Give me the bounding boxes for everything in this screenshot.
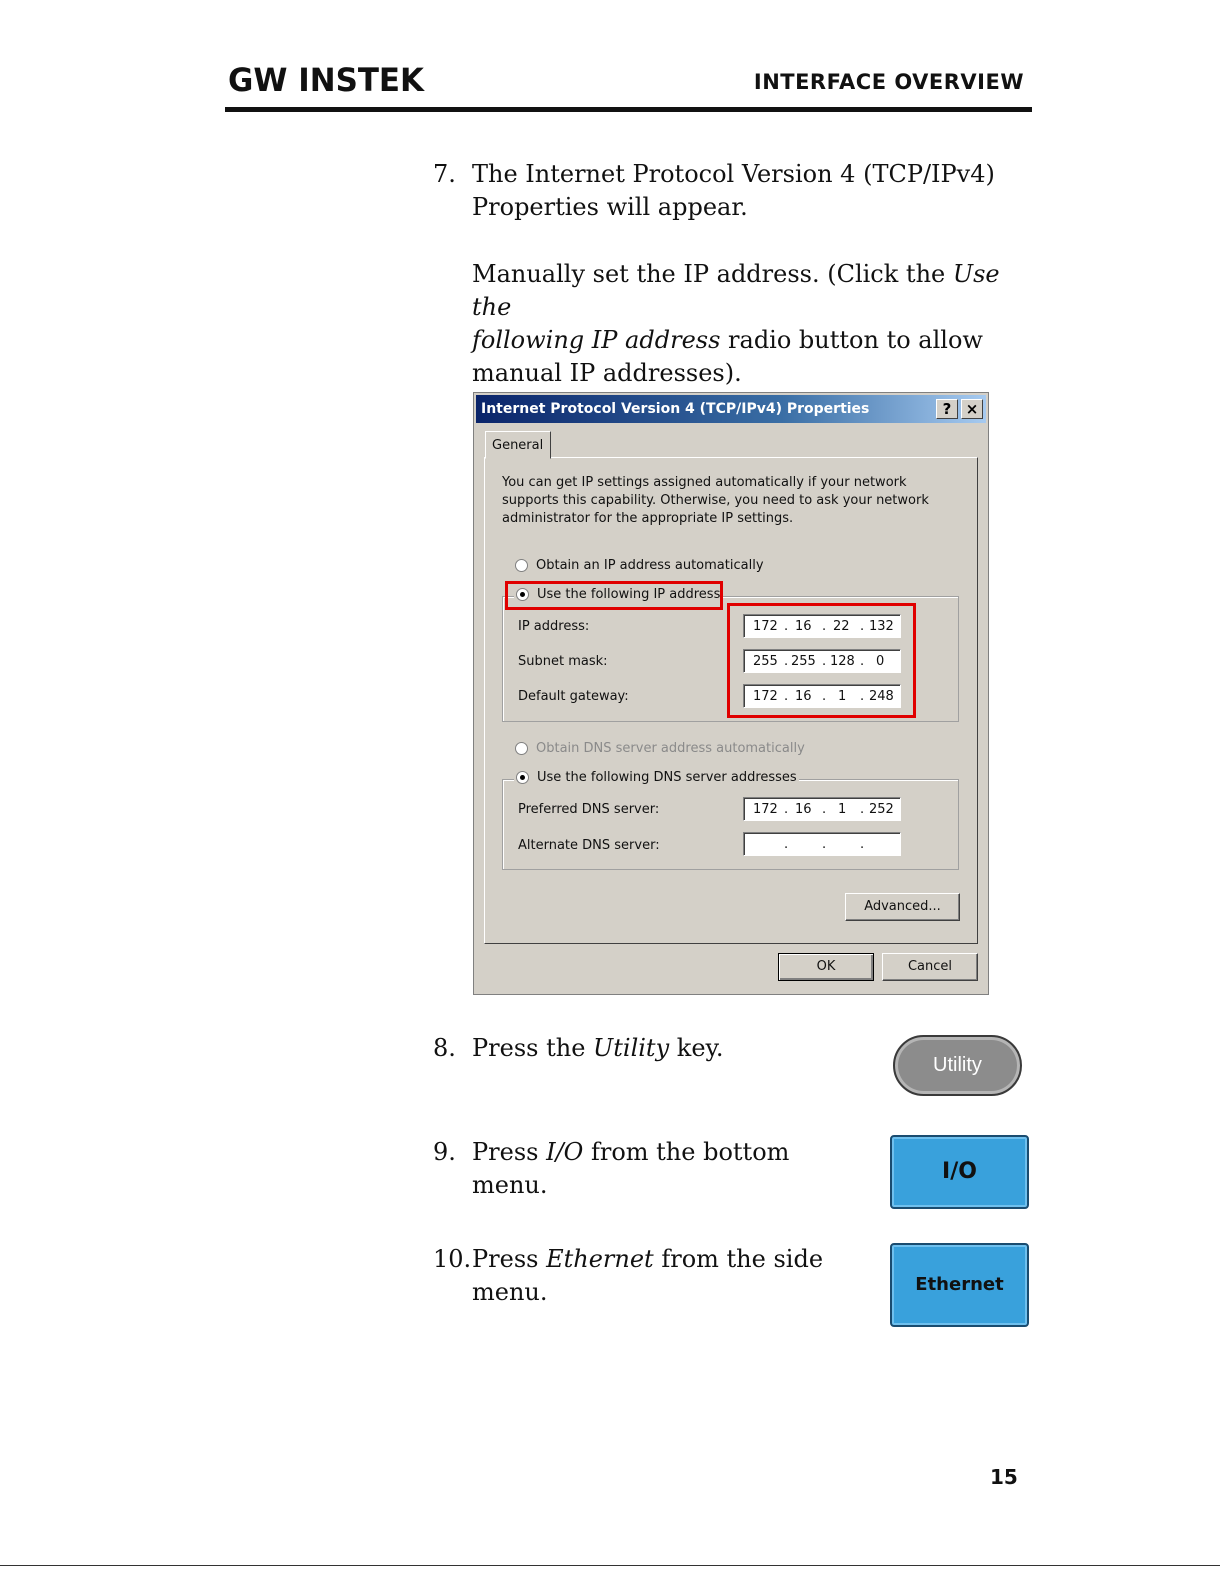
default-gateway-input[interactable]: 172 . 16 . 1 . 248 bbox=[743, 684, 901, 708]
tab-general[interactable]: General bbox=[485, 431, 551, 459]
radio-use-following-dns[interactable]: Use the following DNS server addresses bbox=[514, 770, 799, 785]
step-9-number: 9. bbox=[433, 1138, 456, 1166]
page-number: 15 bbox=[990, 1465, 1018, 1489]
logo-text: GW INSTEK bbox=[228, 62, 426, 96]
preferred-dns-input[interactable]: 172 . 16 . 1 . 252 bbox=[743, 797, 901, 821]
dns-groupbox bbox=[502, 779, 959, 870]
cancel-button[interactable]: Cancel bbox=[882, 953, 978, 981]
radio-use-following-ip[interactable]: Use the following IP address bbox=[514, 587, 722, 602]
ip-address-label: IP address: bbox=[518, 619, 590, 634]
dialog-title: Internet Protocol Version 4 (TCP/IPv4) Properties bbox=[481, 401, 870, 417]
help-button[interactable]: ? bbox=[936, 399, 958, 419]
utility-key[interactable]: Utility bbox=[893, 1035, 1022, 1096]
radio-off-icon bbox=[515, 742, 528, 755]
step-8-number: 8. bbox=[433, 1034, 456, 1062]
step-8-text: Press the Utility key. bbox=[472, 1034, 724, 1062]
gw-instek-logo bbox=[228, 62, 428, 96]
step-7-note: Manually set the IP address. (Click the Use the following IP address radio button to allow manual IP addresses). bbox=[472, 260, 1000, 387]
advanced-button[interactable]: Advanced... bbox=[845, 893, 960, 921]
subnet-mask-label: Subnet mask: bbox=[518, 654, 608, 669]
radio-off-icon bbox=[515, 559, 528, 572]
radio-obtain-ip-auto[interactable]: Obtain an IP address automatically bbox=[515, 558, 764, 573]
alternate-dns-label: Alternate DNS server: bbox=[518, 838, 660, 853]
io-softkey[interactable]: I/O bbox=[890, 1135, 1029, 1209]
dialog-intro-text: You can get IP settings assigned automatically if your network supports this capability. Otherwise, you need to ask your network administrator for the appropriate IP settings. bbox=[502, 475, 929, 526]
default-gateway-label: Default gateway: bbox=[518, 689, 629, 704]
bottom-rule bbox=[0, 1565, 1220, 1566]
step-10-number: 10. bbox=[433, 1245, 472, 1273]
ok-button[interactable]: OK bbox=[778, 953, 874, 981]
close-button[interactable]: × bbox=[961, 399, 983, 419]
highlight-manual-ip-radio bbox=[505, 581, 723, 610]
step-7-text: The Internet Protocol Version 4 (TCP/IPv4) Properties will appear. bbox=[472, 160, 995, 221]
dialog-titlebar bbox=[476, 395, 986, 423]
ethernet-softkey[interactable]: Ethernet bbox=[890, 1243, 1029, 1327]
radio-on-icon bbox=[516, 771, 529, 784]
step-10-text: Press Ethernet from the side menu. bbox=[472, 1245, 824, 1306]
highlight-ip-fields bbox=[727, 603, 916, 718]
header-rule bbox=[225, 107, 1032, 112]
preferred-dns-label: Preferred DNS server: bbox=[518, 802, 660, 817]
radio-obtain-dns-auto[interactable]: Obtain DNS server address automatically bbox=[515, 741, 805, 756]
subnet-mask-input[interactable]: 255 . 255 . 128 . 0 bbox=[743, 649, 901, 673]
step-9-text: Press I/O from the bottom menu. bbox=[472, 1138, 790, 1199]
step-7-number: 7. bbox=[433, 160, 456, 188]
alternate-dns-input[interactable]: . . . bbox=[743, 832, 901, 856]
ip-address-input[interactable]: 172 . 16 . 22 . 132 bbox=[743, 614, 901, 638]
section-title: INTERFACE OVERVIEW bbox=[753, 70, 1024, 94]
